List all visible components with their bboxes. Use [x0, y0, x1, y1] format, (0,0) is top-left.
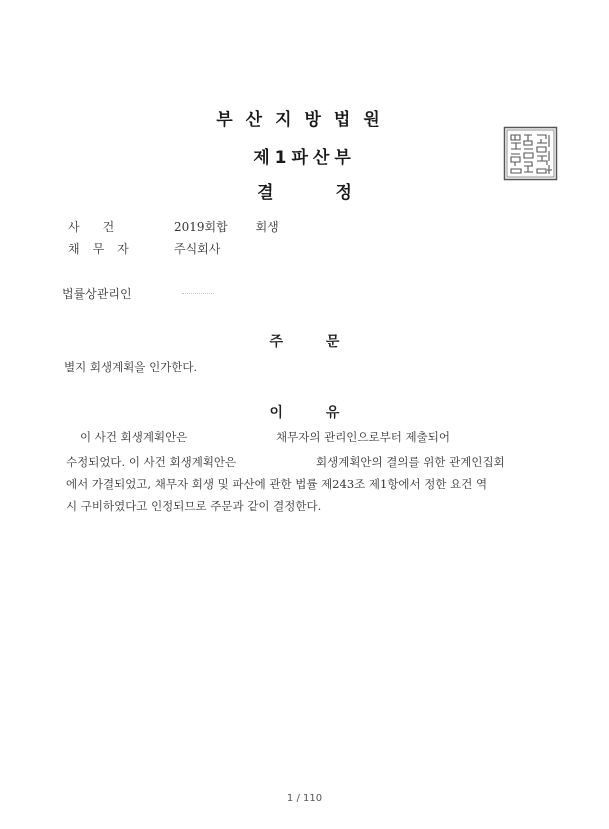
case-type: 회생 — [255, 220, 279, 234]
reason-line-3: 에서 가결되었고, 채무자 회생 및 파산에 관한 법률 제243조 제1항에서 정한 요건 역 — [66, 477, 488, 491]
order-heading: 주 문 — [269, 334, 340, 350]
reason-line-2a: 수정되었다. 이 사건 회생계획안은 — [66, 455, 237, 469]
page-indicator: 1 / 110 — [286, 793, 323, 804]
order-text: 별지 회생계획을 인가한다. — [64, 360, 198, 374]
reason-line-1a: 이 사건 회생계획안은 — [80, 430, 188, 444]
reason-line-1b: 채무자의 관리인으로부터 제출되어 — [276, 430, 450, 444]
document-title: 결정 — [257, 183, 414, 203]
redaction-mark — [182, 293, 214, 296]
debtor-label: 채무자 — [68, 242, 142, 256]
reason-line-2b: 회생계획안의 결의를 위한 관계인집회 — [316, 455, 505, 469]
case-number-value: 2019회합 — [174, 220, 228, 234]
case-label: 사건 — [68, 220, 138, 234]
reason-heading: 이 유 — [269, 405, 340, 421]
administrator-label: 법률상관리인 — [62, 287, 132, 301]
debtor-value: 주식회사 — [174, 242, 221, 256]
case-number — [174, 218, 279, 235]
court-seal-icon — [503, 126, 558, 181]
court-division: 제1파산부 — [253, 148, 356, 168]
court-name: 부산지방법원 — [216, 110, 393, 130]
reason-line-4: 시 구비하였다고 인정되므로 주문과 같이 결정한다. — [66, 499, 322, 513]
